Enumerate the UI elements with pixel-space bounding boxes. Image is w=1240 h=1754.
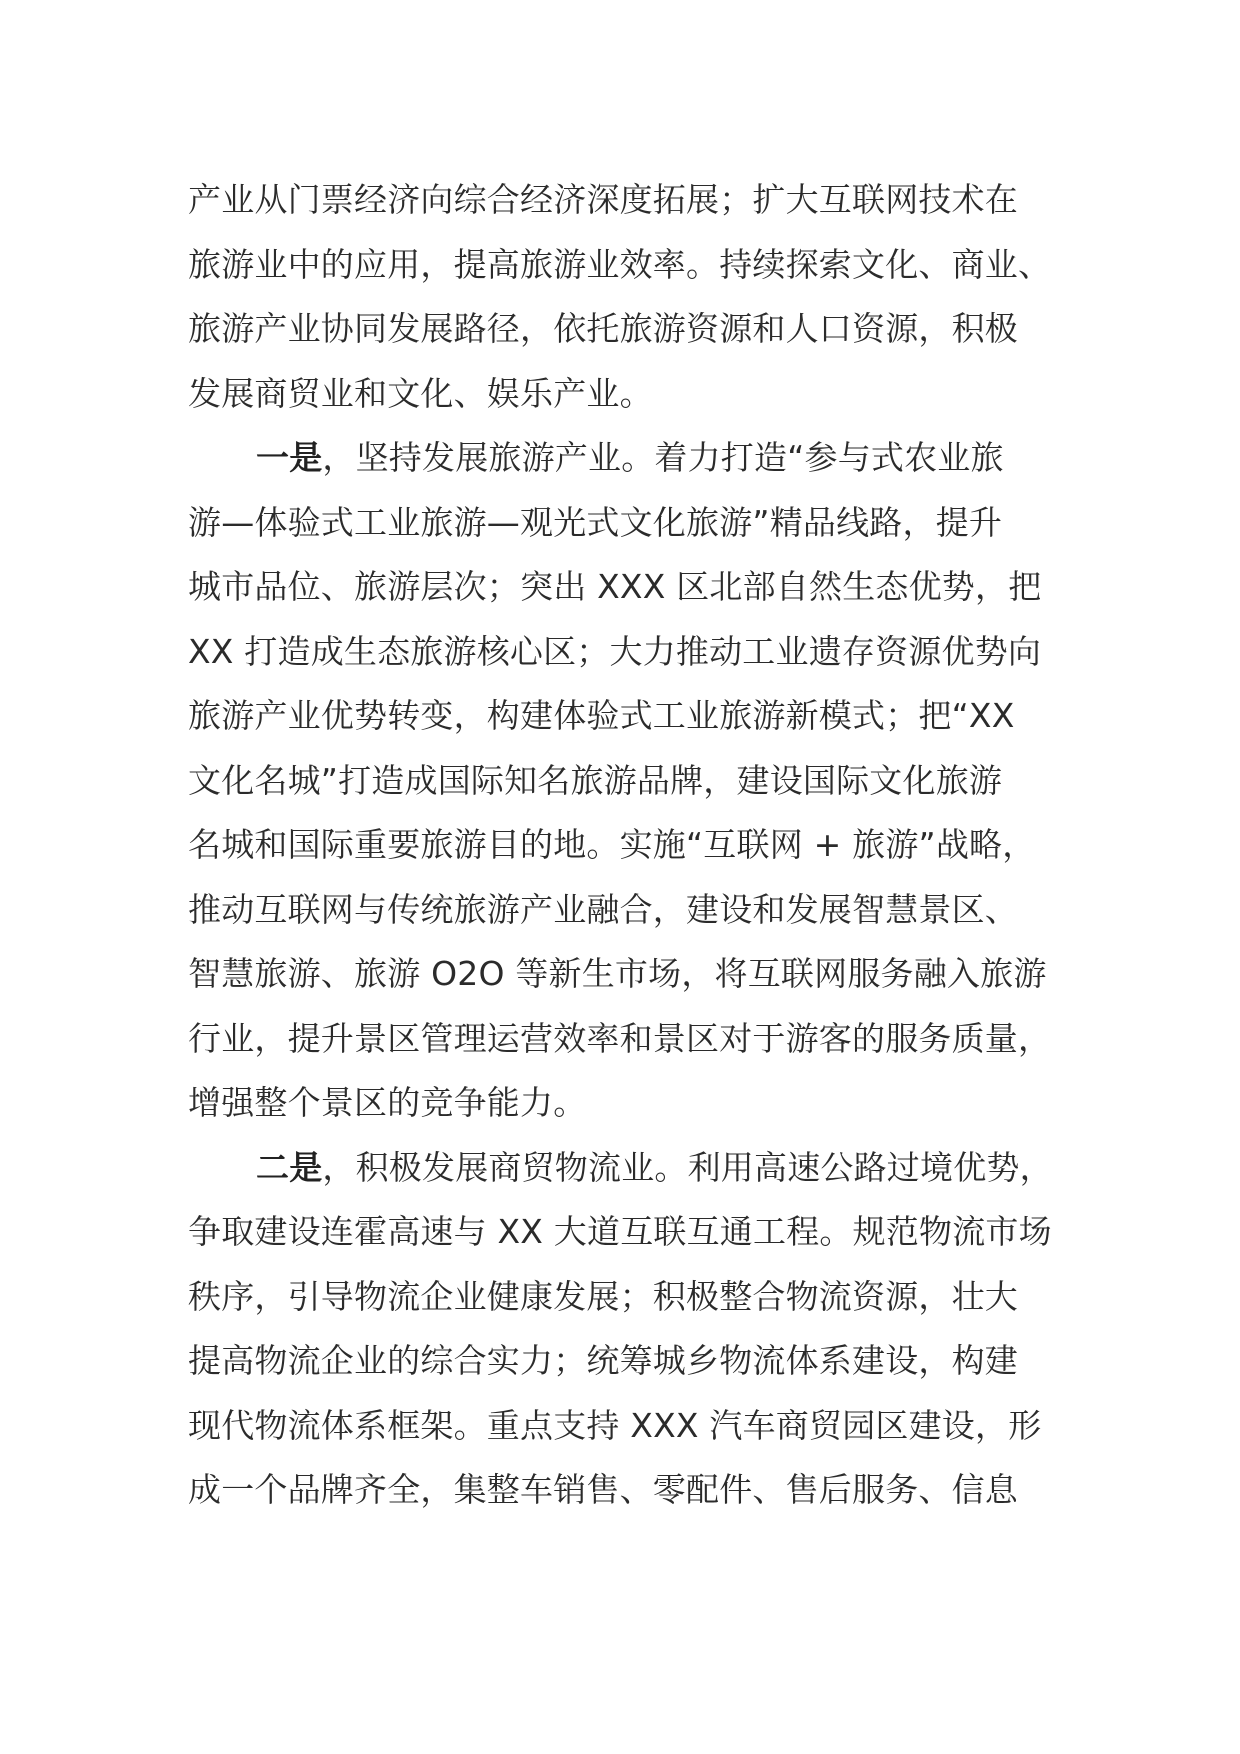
- paragraph-line: 城市品位、旅游层次；突出 XXX 区北部自然生态优势，把: [188, 567, 1042, 606]
- paragraph-first-line-rest: ，坚持发展旅游产业。着力打造“参与式农业旅: [322, 438, 1004, 477]
- paragraph-lead-text: 一是: [256, 438, 323, 477]
- paragraph-line: 旅游产业协同发展路径，依托旅游资源和人口资源，积极: [188, 309, 1018, 348]
- document-body: [188, 168, 1058, 1523]
- paragraph-line: 现代物流体系框架。重点支持 XXX 汽车商贸园区建设，形: [188, 1405, 1042, 1445]
- paragraph-line: 文化名城”打造成国际知名旅游品牌，建设国际文化旅游: [188, 760, 1003, 800]
- paragraph-line: 提高物流企业的综合实力；统筹城乡物流体系建设，构建: [188, 1341, 1018, 1380]
- paragraph-lead-text: 二是: [256, 1147, 323, 1187]
- paragraph-line: 旅游业中的应用，提高旅游业效率。持续探索文化、商业、: [188, 244, 1052, 284]
- paragraph-line: 产业从门票经济向综合经济深度拓展；扩大互联网技术在: [188, 180, 1018, 219]
- paragraph-line: 名城和国际重要旅游目的地。实施“互联网 + 旅游”战略，: [188, 825, 1036, 864]
- paragraph-2: [188, 426, 1058, 1136]
- paragraph-first-line-rest: ，积极发展商贸物流业。利用高速公路过境优势，: [322, 1147, 1053, 1187]
- paragraph-1: [188, 168, 1058, 426]
- paragraph-line: 秩序，引导物流企业健康发展；积极整合物流资源，壮大: [188, 1276, 1018, 1316]
- paragraph-line: 游—体验式工业旅游—观光式文化旅游”精品线路，提升: [188, 502, 1003, 542]
- paragraph-3: [188, 1136, 1058, 1523]
- paragraph-line: 旅游产业优势转变，构建体验式工业旅游新模式；把“XX: [188, 696, 1015, 735]
- paragraph-line: 智慧旅游、旅游 O2O 等新生市场，将互联网服务融入旅游: [188, 954, 1047, 993]
- paragraph-line: 成一个品牌齐全，集整车销售、零配件、售后服务、信息: [188, 1470, 1018, 1509]
- paragraph-line: 行业，提升景区管理运营效率和景区对于游客的服务质量，: [188, 1018, 1052, 1058]
- paragraph-line: 推动互联网与传统旅游产业融合，建设和发展智慧景区、: [188, 889, 1018, 929]
- paragraph-first-line: [188, 426, 1058, 491]
- paragraph-line: XX 打造成生态旅游核心区；大力推动工业遗存资源优势向: [188, 631, 1042, 671]
- paragraph-first-line: [188, 1136, 1058, 1201]
- paragraph-line: 发展商贸业和文化、娱乐产业。: [188, 373, 653, 413]
- paragraph-line: 争取建设连霍高速与 XX 大道互联互通工程。规范物流市场: [188, 1212, 1052, 1251]
- paragraph-line: 增强整个景区的竞争能力。: [188, 1083, 587, 1122]
